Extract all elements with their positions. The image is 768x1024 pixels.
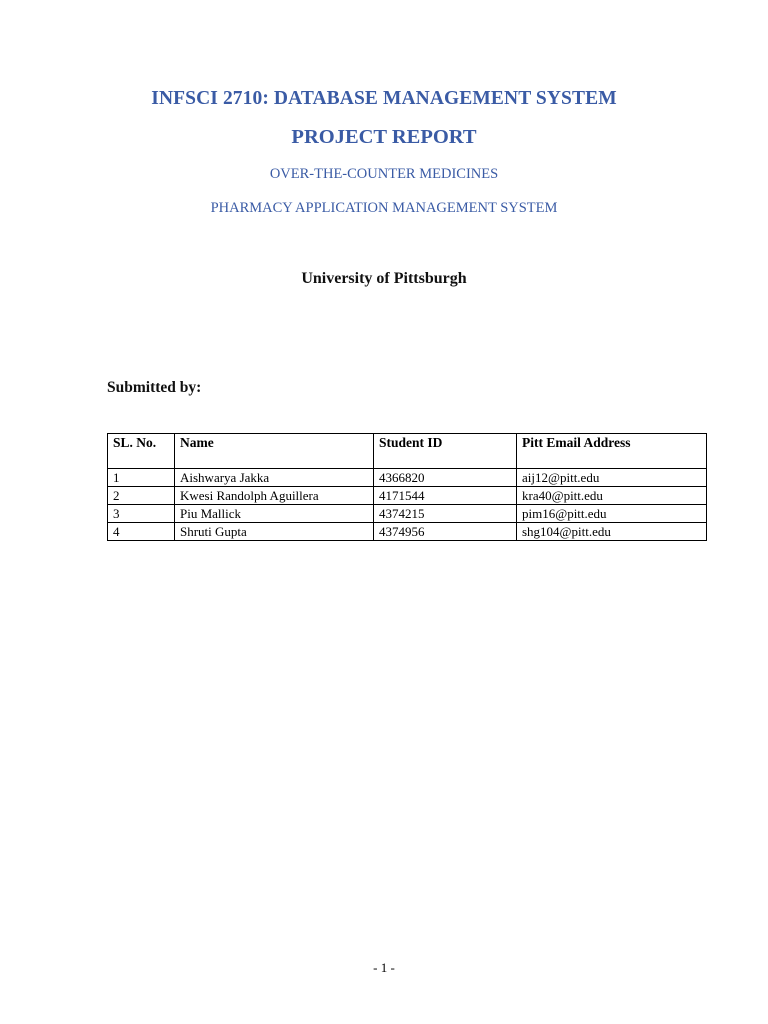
header-email: Pitt Email Address	[517, 434, 707, 469]
cell-email: aij12@pitt.edu	[517, 469, 707, 487]
cell-email: pim16@pitt.edu	[517, 505, 707, 523]
page-number: - 1 -	[373, 960, 395, 975]
table-header-row	[108, 434, 707, 469]
cell-name: Piu Mallick	[175, 505, 374, 523]
course-title: INFSCI 2710: DATABASE MANAGEMENT SYSTEM	[151, 88, 617, 109]
cell-student-id: 4374215	[374, 505, 517, 523]
members-table	[107, 433, 707, 541]
cell-sl: 3	[108, 505, 175, 523]
cell-sl: 4	[108, 523, 175, 541]
header-name: Name	[175, 434, 374, 469]
report-subtitle: OVER-THE-COUNTER MEDICINES	[269, 166, 499, 182]
header-student-id: Student ID	[374, 434, 517, 469]
cell-name: Kwesi Randolph Aguillera	[175, 487, 374, 505]
cell-sl: 1	[108, 469, 175, 487]
header-sl-no: SL. No.	[108, 434, 175, 469]
system-name: PHARMACY APPLICATION MANAGEMENT SYSTEM	[210, 200, 558, 216]
cell-student-id: 4366820	[374, 469, 517, 487]
cell-student-id: 4374956	[374, 523, 517, 541]
cell-sl: 2	[108, 487, 175, 505]
cell-name: Aishwarya Jakka	[175, 469, 374, 487]
table-row	[108, 505, 707, 523]
cell-student-id: 4171544	[374, 487, 517, 505]
cell-email: kra40@pitt.edu	[517, 487, 707, 505]
table-row	[108, 469, 707, 487]
table-row	[108, 523, 707, 541]
university-name: University of Pittsburgh	[301, 270, 467, 287]
report-title: PROJECT REPORT	[291, 126, 477, 148]
table-row	[108, 487, 707, 505]
cell-email: shg104@pitt.edu	[517, 523, 707, 541]
submitted-by-label: Submitted by:	[107, 379, 202, 396]
cell-name: Shruti Gupta	[175, 523, 374, 541]
